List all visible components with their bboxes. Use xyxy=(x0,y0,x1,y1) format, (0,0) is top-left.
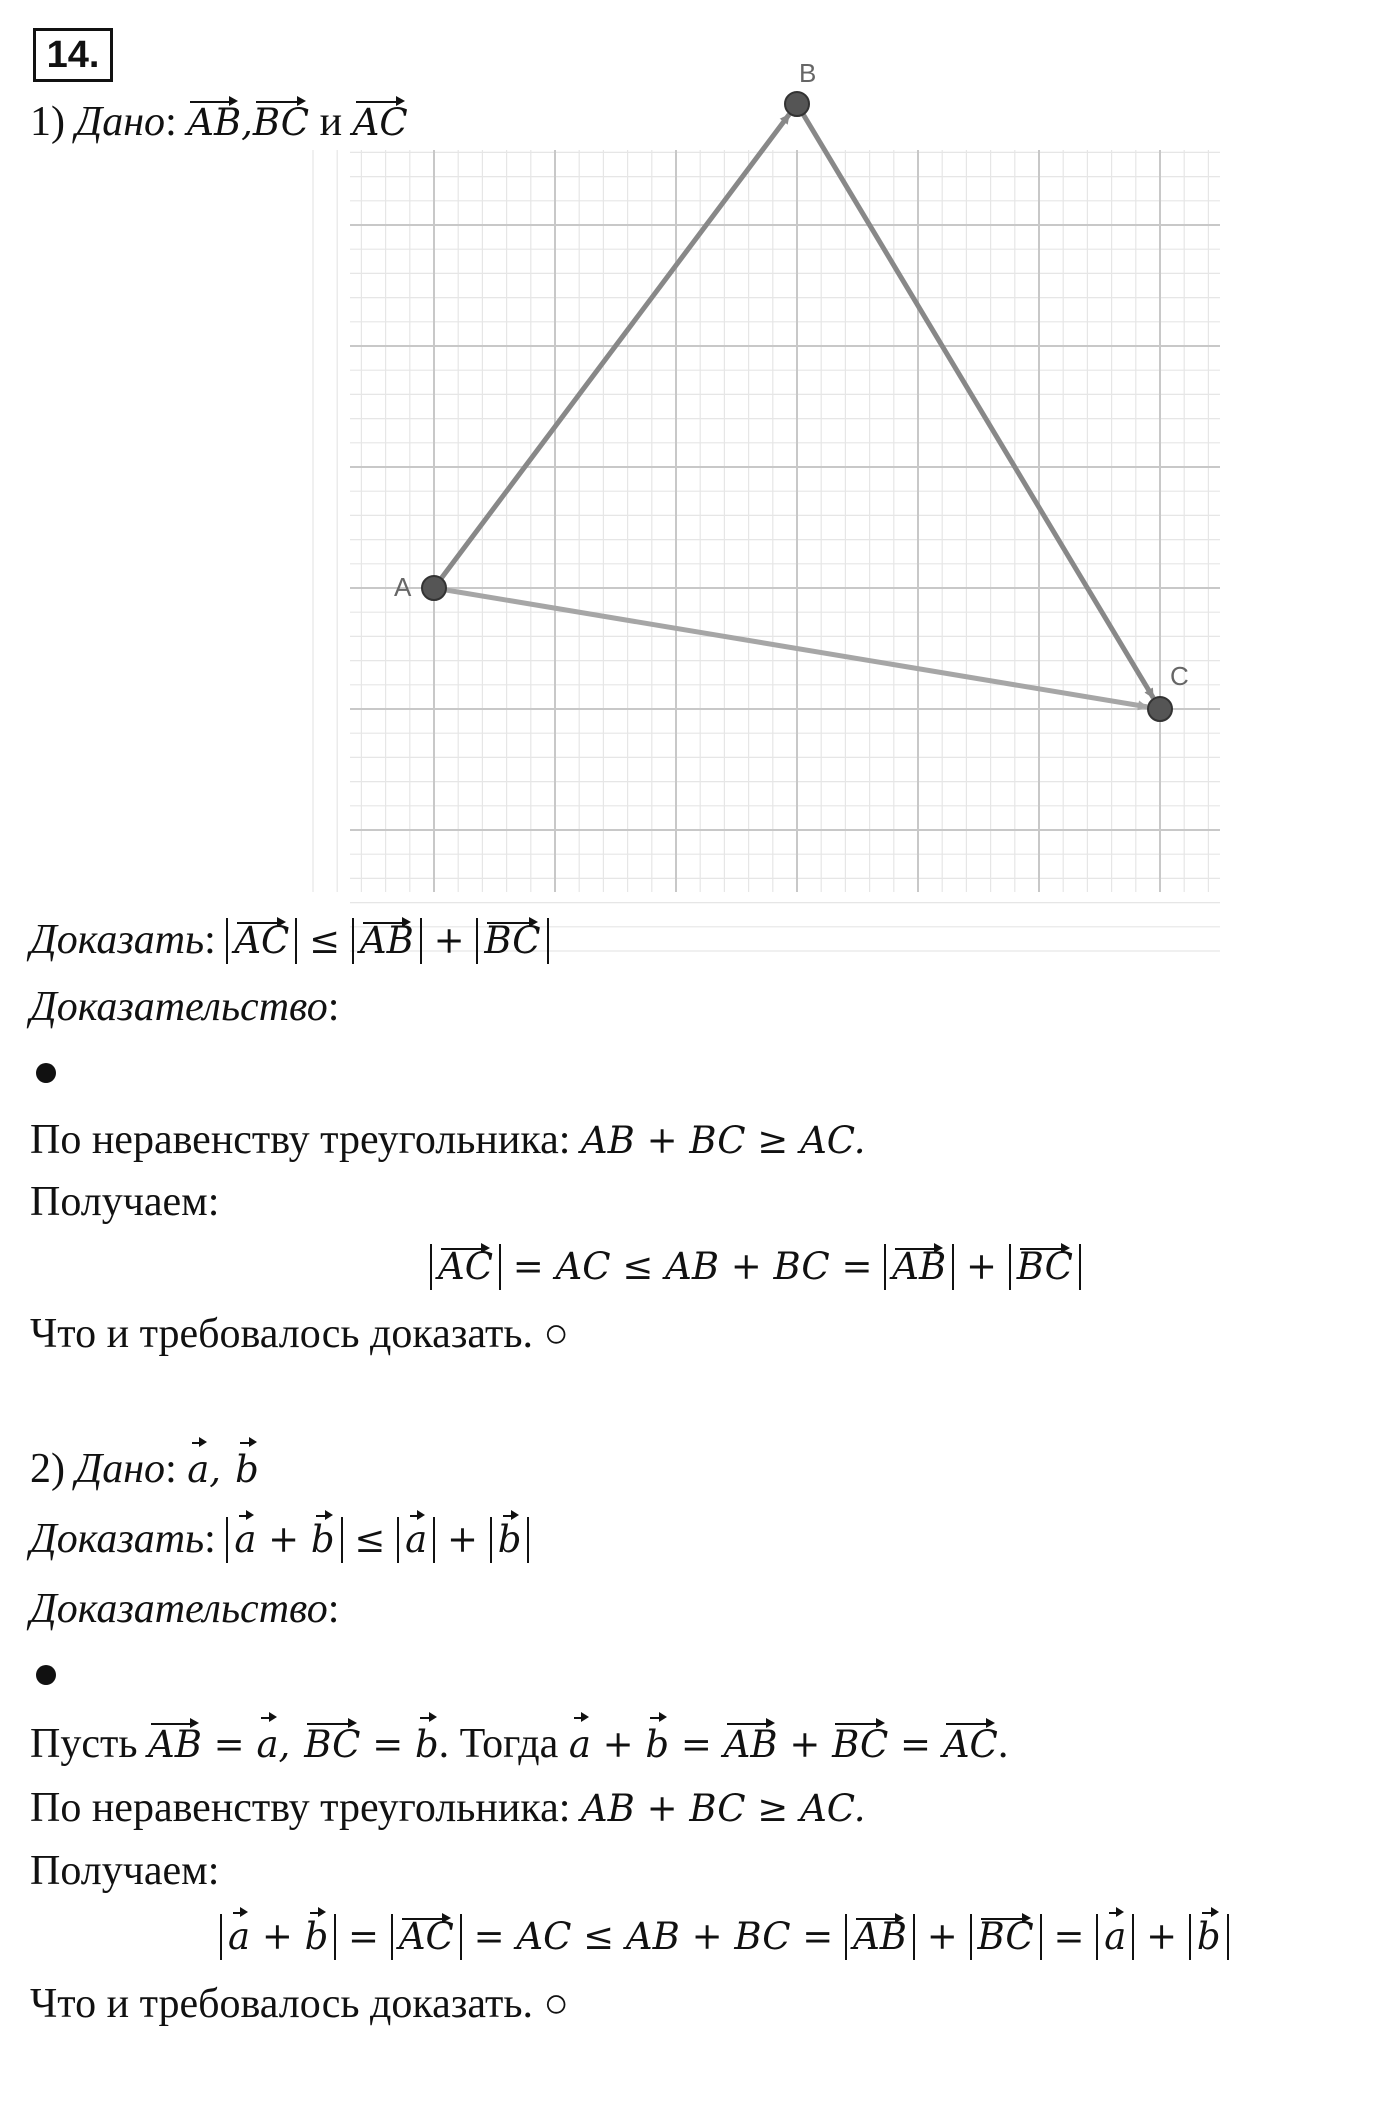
part1-bullet xyxy=(36,1063,56,1083)
part2-qed: Что и требовалось доказать. ○ xyxy=(30,1981,569,2027)
point-b-label: B xyxy=(799,58,817,88)
vector-ac-arrow xyxy=(434,588,1147,707)
triangle-figure xyxy=(350,58,1240,900)
part2-triangle-rule: По неравенству треугольника: AB + BC ≥ AC. xyxy=(30,1785,866,1831)
part1-get: Получаем: xyxy=(30,1179,220,1225)
part1-qed: Что и требовалось доказать. ○ xyxy=(30,1311,569,1357)
part1-given: 1) Дано: AB,BC и AC xyxy=(30,96,408,149)
part2-let: Пусть AB = a, BC = b. Тогда a + b = AB + BC = AC. xyxy=(30,1718,1008,1771)
part1-proof-heading: Доказательство: xyxy=(30,984,340,1030)
point-b xyxy=(785,92,809,116)
grid xyxy=(313,150,1220,951)
part2-bullet xyxy=(36,1665,56,1685)
point-a-label: A xyxy=(394,572,412,602)
point-c-label: C xyxy=(1170,661,1189,691)
part2-get: Получаем: xyxy=(30,1848,220,1894)
vector-ab-arrow xyxy=(434,114,789,588)
part2-prove: Доказать: a + b ≤ a + b xyxy=(30,1513,529,1566)
vector-bc-arrow xyxy=(797,104,1153,698)
point-c xyxy=(1148,697,1172,721)
part2-label: 2) xyxy=(30,1446,65,1492)
part1-main-equation: AC = AC ≤ AB + BC = AB + BC xyxy=(430,1240,1081,1293)
part2-main-equation: a + b = AC = AC ≤ AB + BC = AB + BC = a + b xyxy=(220,1910,1229,1963)
point-a xyxy=(422,576,446,600)
part1-triangle-rule: По неравенству треугольника: AB + BC ≥ AC. xyxy=(30,1117,866,1163)
part1-label: 1) xyxy=(30,99,65,145)
part1-prove-word: Доказать xyxy=(30,917,205,963)
part1-given-word: Дано xyxy=(75,99,166,145)
part1-prove: Доказать: AC ≤ AB + BC xyxy=(30,914,549,967)
part2-proof-heading: Доказательство: xyxy=(30,1586,340,1632)
problem-number: 14. xyxy=(33,28,113,82)
part1-given-and: и xyxy=(319,99,343,145)
part2-given: 2) Дано: a, b xyxy=(30,1443,259,1496)
